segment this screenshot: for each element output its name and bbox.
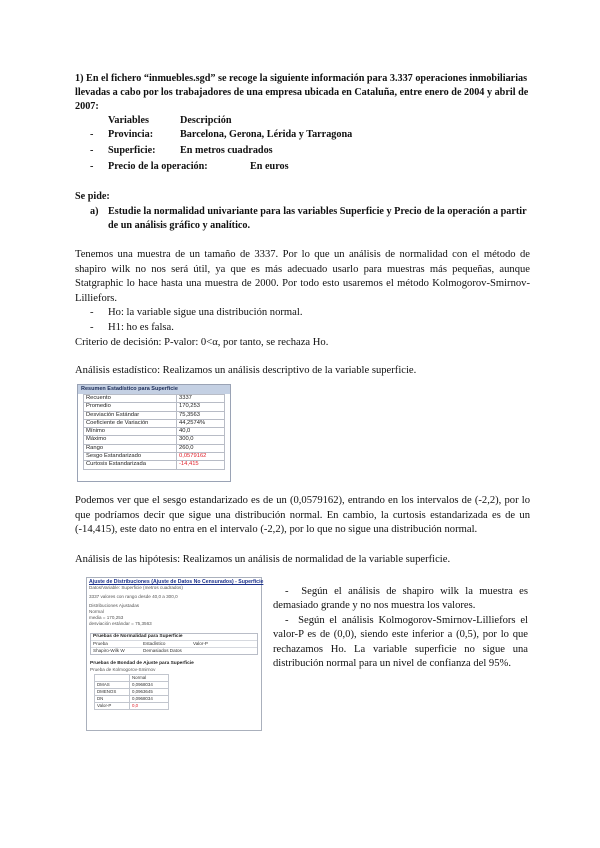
normality-title: Pruebas de Normalidad para Superficie — [93, 634, 183, 639]
variable-desc: En metros cuadrados — [180, 145, 273, 156]
table-row — [84, 461, 225, 469]
stat-label: Desviación Estándar — [84, 411, 177, 419]
panel-line: media = 170,253 — [89, 615, 124, 620]
gof-subtitle: Prueba de Kolmogorov-Smirnov — [90, 667, 156, 672]
stat-value: 44,2574% — [177, 419, 225, 427]
table-row — [95, 696, 169, 703]
paragraph-sample-size: Tenemos una muestra de un tamaño de 3337. Por lo que un análisis de normalidad con el método de shapiro wilk no nos será útil, ya que es más adecuado usarlo para muestras más pequeñas, aunque Statgraphic lo hace hasta una muestra de 2000. Por todo esto usaremos el método Kolmogorov-Smirnov-Lilliefors. — [75, 249, 530, 304]
table-row — [95, 689, 169, 696]
panel-title: Ajuste de Distribuciones (Ajuste de Datos No Censurados) - Superficie — [89, 579, 264, 585]
cell — [95, 675, 130, 682]
stat-value: 40,0 — [177, 428, 225, 436]
cell: Shapiro-Wilk W — [93, 648, 125, 653]
cell: DMAS — [95, 682, 130, 689]
column-header: Estadístico — [143, 641, 166, 646]
cell: 0,0 — [130, 703, 169, 710]
bullet-dash: - — [90, 161, 94, 172]
table-row — [91, 640, 257, 647]
stat-label: Recuento — [84, 395, 177, 403]
gof-title: Pruebas de Bondad de Ajuste para Superficie — [90, 661, 194, 666]
stat-value: 300,0 — [177, 436, 225, 444]
variables-header-label: Variables — [108, 115, 149, 126]
table-row — [84, 444, 225, 452]
conclusion-text: Según el análisis Kolmogorov-Smirnov-Lilliefors el valor-P es de (0,0), siendo este inferior a (0,5), por lo que rechazamos Ho. La variable superficie no sigue una distribución normal para un nivel de confianza del 95%. — [273, 614, 529, 670]
decision-criterion: Criterio de decisión: P-valor: 0<α, por tanto, se rechaza Ho. — [75, 337, 329, 348]
table-row — [95, 703, 169, 710]
bullet-dash: - — [90, 322, 94, 333]
cell: DN — [95, 696, 130, 703]
stats-summary-table — [77, 384, 231, 482]
table-row — [84, 411, 225, 419]
stat-label: Mínimo — [84, 428, 177, 436]
table-row — [84, 428, 225, 436]
stat-value-highlight: 0,0579162 — [177, 453, 225, 461]
hypothesis-h1: H1: ho es falsa. — [108, 322, 174, 333]
item-a-label: a) — [90, 206, 99, 217]
conclusion-item: - Según el análisis Kolmogorov-Smirnov-Lilliefors el valor-P es de (0,0), siendo este inferior a (0,5), por lo que rechazamos Ho. La variable superficie no sigue una distribución normal para un nivel de confianza del 95%. — [273, 614, 529, 670]
cell: 0,0968034 — [130, 682, 169, 689]
goodness-of-fit-box — [90, 661, 258, 710]
statistical-analysis-heading: Análisis estadístico: Realizamos un análisis descriptivo de la variable superficie. — [75, 365, 417, 376]
conclusion-text: Según el análisis de shapiro wilk la muestra es demasiado grande y no nos muestra los valores. — [273, 586, 528, 612]
table-row — [84, 453, 225, 461]
cell: Valor-P — [95, 703, 130, 710]
stats-table-title: Resumen Estadístico para Superficie — [78, 385, 230, 394]
cell: Demasiados Datos — [143, 648, 182, 653]
stat-label: Curtosis Estandarizada — [84, 461, 177, 469]
hypothesis-h0: Ho: la variable sigue una distribución normal. — [108, 307, 303, 318]
panel-line: Datos/Variable: Superficie (metros cuadrados) — [89, 585, 183, 590]
panel-line: Normal — [89, 609, 104, 614]
paragraph-skew-kurtosis: Podemos ver que el sesgo estandarizado es de un (0,0579162), entrando en los intervalos de (-2,2), por lo que podríamos decir que sigue una distribución normal. En cambio, la curtosis estandarizada es de un (-14,415), este dato no entra en el intervalo (-2,2), por lo que no sigue una distribución normal. — [75, 495, 530, 536]
variable-name: Superficie: — [108, 145, 156, 156]
cell — [193, 648, 243, 654]
panel-line: 3337 valores con rango desde 40,0 a 300,0 — [89, 594, 178, 599]
column-header: Prueba — [93, 641, 108, 646]
cell: 0,0968034 — [130, 696, 169, 703]
stat-label: Máximo — [84, 436, 177, 444]
normality-tests-box — [90, 633, 258, 655]
stat-label: Sesgo Estandarizado — [84, 453, 177, 461]
stat-value: 170,253 — [177, 403, 225, 411]
bullet-dash: - — [90, 307, 94, 318]
bullet-dash: - — [90, 145, 94, 156]
stat-label: Rango — [84, 444, 177, 452]
stat-label: Coeficiente de Variación — [84, 419, 177, 427]
question-intro: 1) En el fichero “inmuebles.sgd” se recoge la siguiente información para 3.337 operaciones inmobiliarias llevadas a cabo por los trabajadores de una empresa ubicada en Cataluña, entre enero de 2004 y abril de 2007: — [75, 73, 529, 112]
stats-table-grid — [83, 394, 225, 470]
variable-desc: En euros — [250, 161, 289, 172]
table-row — [95, 682, 169, 689]
hypothesis-analysis-heading: Análisis de las hipótesis: Realizamos un análisis de normalidad de la variable superficie. — [75, 554, 451, 565]
se-pide-heading: Se pide: — [75, 191, 110, 202]
column-header: Normal — [130, 675, 169, 682]
stat-value: 260,0 — [177, 444, 225, 452]
distribution-fit-panel — [86, 577, 262, 731]
description-header-label: Descripción — [180, 115, 232, 126]
variable-desc: Barcelona, Gerona, Lérida y Tarragona — [180, 129, 353, 140]
stat-value: 75,3563 — [177, 411, 225, 419]
cell: DMENOS — [95, 689, 130, 696]
column-header: Valor-P — [193, 641, 208, 646]
stat-value: 3337 — [177, 395, 225, 403]
bullet-dash: - — [90, 129, 94, 140]
stat-label: Promedio — [84, 403, 177, 411]
conclusions-text — [273, 585, 528, 671]
cell: 0,0963645 — [130, 689, 169, 696]
table-row — [84, 436, 225, 444]
table-row — [84, 419, 225, 427]
conclusion-item: - Según el análisis de shapiro wilk la muestra es demasiado grande y no nos muestra los valores. — [273, 586, 528, 612]
variable-name: Provincia: — [108, 129, 154, 140]
table-row — [91, 647, 257, 654]
panel-line: desviación estándar = 75,3563 — [89, 621, 152, 626]
panel-line: Distribuciones Ajustadas — [89, 603, 140, 608]
item-a-text: Estudie la normalidad univariante para las variables Superficie y Precio de la operación a partir de un análisis gráfico y analítico. — [108, 206, 527, 231]
gof-table — [94, 674, 169, 710]
table-row — [84, 403, 225, 411]
table-row — [84, 395, 225, 403]
stat-value-highlight: -14,415 — [177, 461, 225, 469]
table-row — [95, 675, 169, 682]
variable-name: Precio de la operación: — [108, 161, 208, 172]
